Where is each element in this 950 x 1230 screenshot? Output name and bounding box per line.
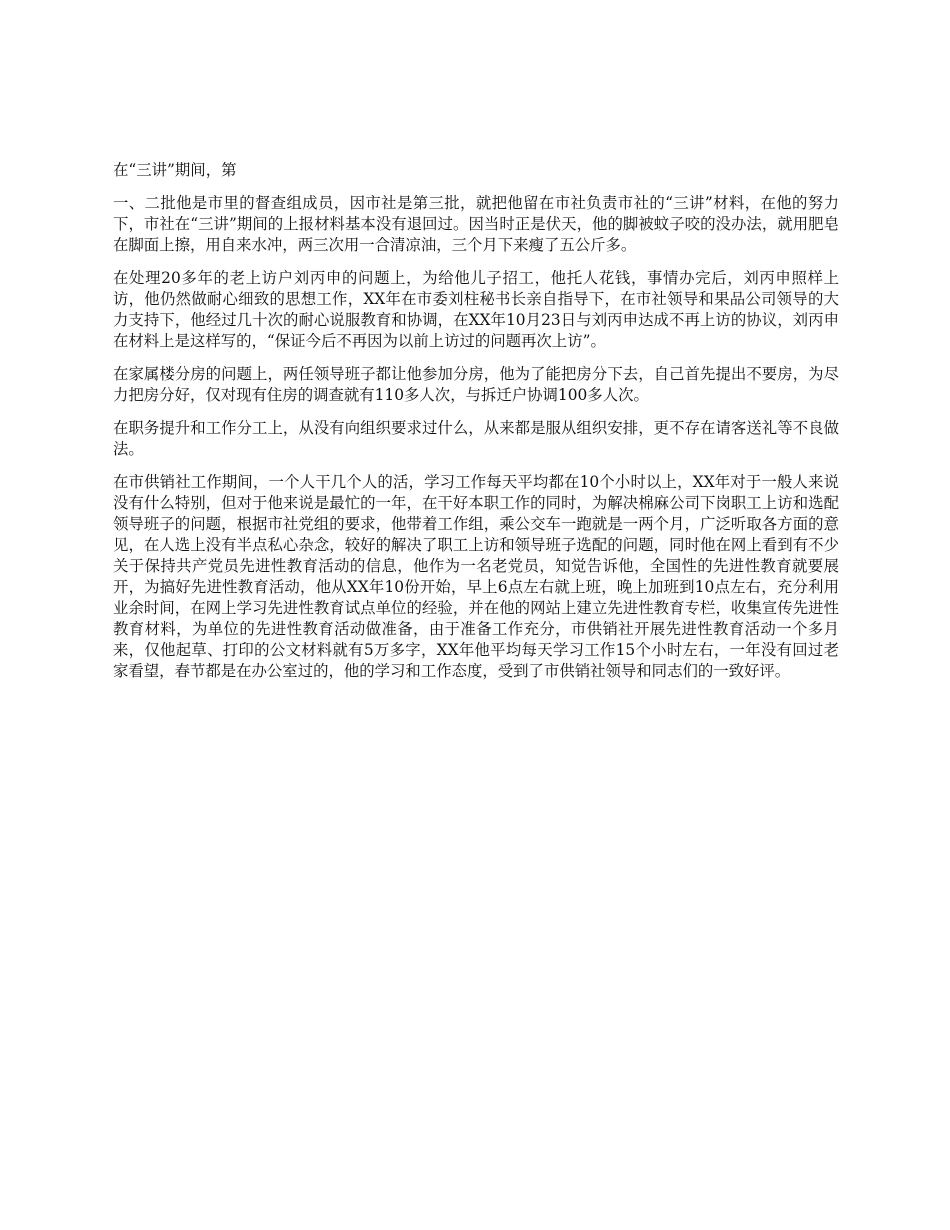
paragraph-supply-cooperative-work: 在市供销社工作期间，一个人干几个人的活，学习工作每天平均都在10个小时以上，XX年对于一般人来说没有什么特别，但对于他来说是最忙的一年，在干好本职工作的同时，为解决棉麻公司下岗职工上访和选配领导班子的问题，根据市社党组的要求，他带着工作组，乘公交车一跑就是一两个月，广泛听取各方面的意见，在人选上没有半点私心杂念，较好的解决了职工上访和领导班子选配的问题，同时他在网上看到有不少关于保持共产党员先进性教育活动的信息，他作为一名老党员，知觉告诉他，全国性的先进性教育就要展开，为搞好先进性教育活动，他从XX年10份开始，早上6点左右就上班，晚上加班到10点左右，充分利用业余时间，在网上学习先进性教育试点单位的经验，并在他的网站上建立先进性教育专栏，收集宣传先进性教育材料，为单位的先进性教育活动做准备，由于准备工作充分，市供销社开展先进性教育活动一个多月来，仅他起草、打印的公文材料就有5万多字，XX年他平均每天学习工作15个小时左右，一年没有回过老家看望，春节都是在办公室过的，他的学习和工作态度，受到了市供销社领导和同志们的一致好评。 <box>113 473 839 680</box>
paragraph-promotion: 在职务提升和工作分工上，从没有向组织要求过什么，从来都是服从组织安排，更不存在请客送礼等不良做法。 <box>113 419 839 458</box>
paragraph-petition-case: 在处理20多年的老上访户刘丙申的问题上，为给他儿子招工，他托人花钱，事情办完后，刘丙申照样上访，他仍然做耐心细致的思想工作，XX年在市委刘柱秘书长亲自指导下，在市社领导和果品公司领导的大力支持下，他经过几十次的耐心说服教育和协调，在XX年10月23日与刘丙申达成不再上访的协议，刘丙申在材料上是这样写的，“保证今后不再因为以前上访过的问题再次上访”。 <box>113 269 839 350</box>
paragraph-intro: 在“三讲”期间，第 <box>113 161 237 179</box>
paragraph-housing-allocation: 在家属楼分房的问题上，两任领导班子都让他参加分房，他为了能把房分下去，自己首先提出不要房，为尽力把房分好，仅对现有住房的调查就有110多人次，与拆迁户协调100多人次。 <box>113 365 839 404</box>
paragraph-sanjiang-materials: 一、二批他是市里的督查组成员，因市社是第三批，就把他留在市社负责市社的“三讲”材料，在他的努力下，市社在“三讲”期间的上报材料基本没有退回过。因当时正是伏天，他的脚被蚊子咬的没办法，就用肥皂在脚面上擦，用自来水冲，两三次用一合清凉油，三个月下来瘦了五公斤多。 <box>113 194 839 254</box>
document-body <box>113 160 839 694</box>
